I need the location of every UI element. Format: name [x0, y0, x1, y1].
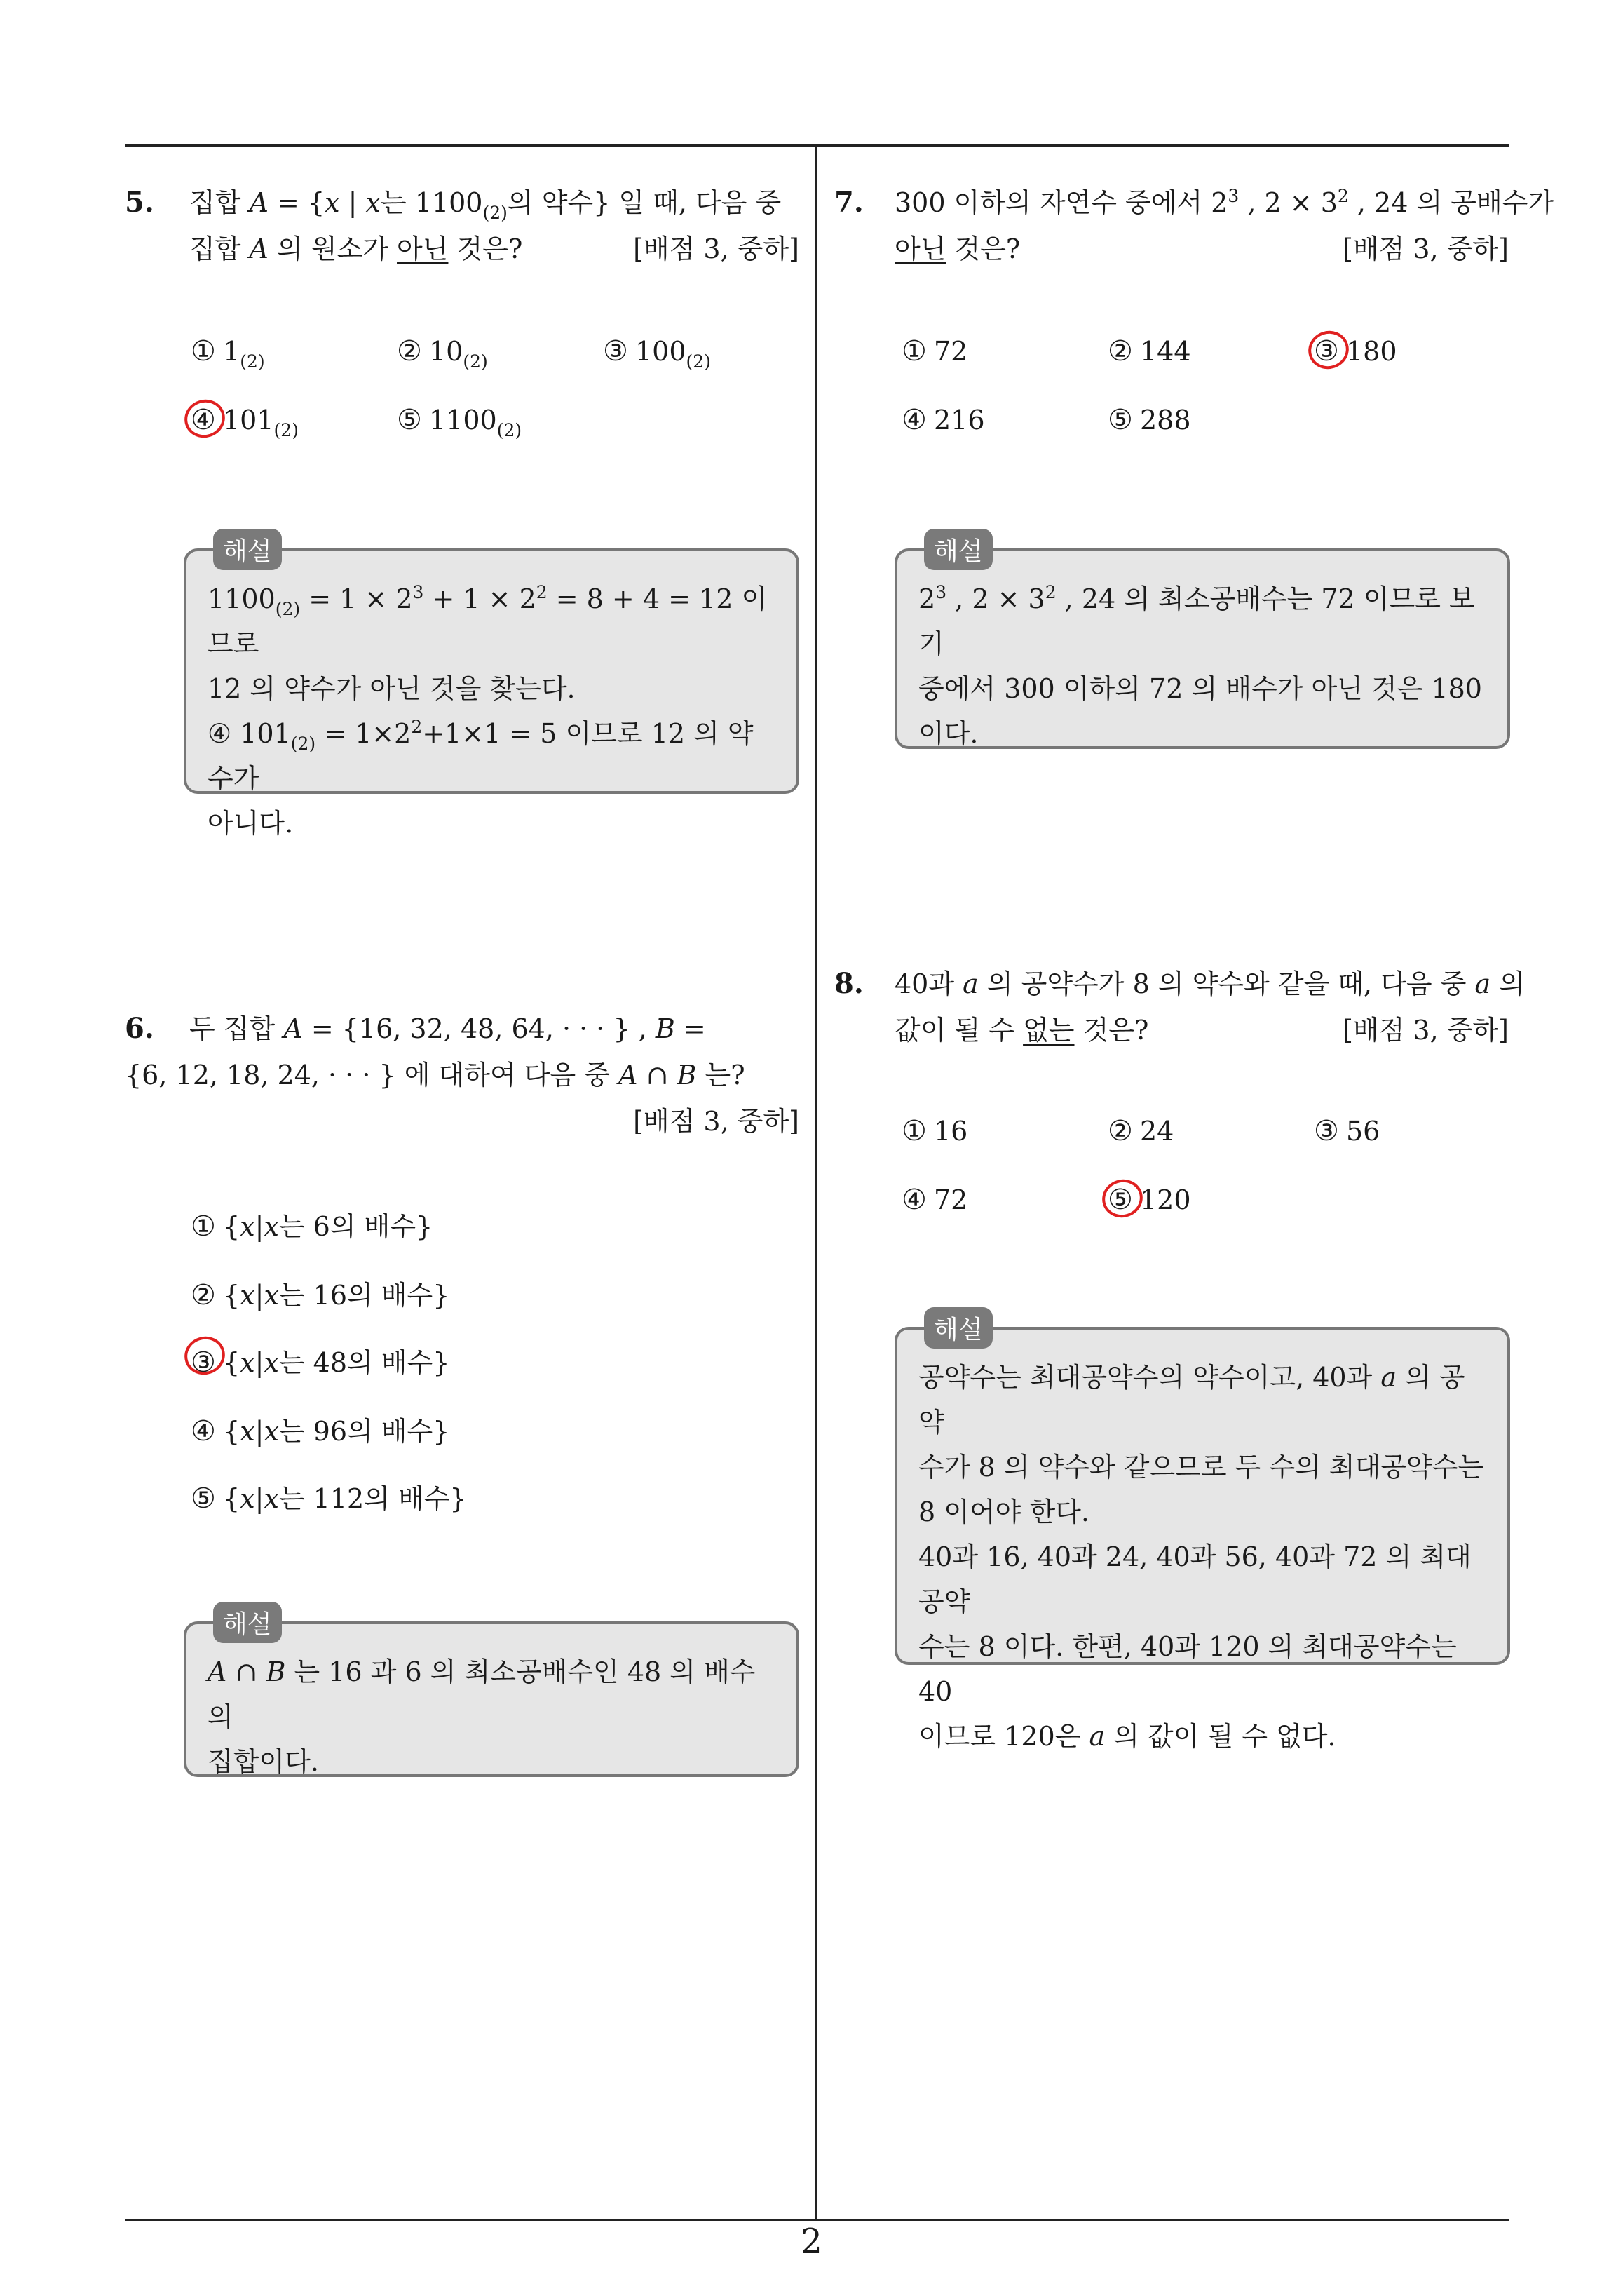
option-text: {x|x는 6의 배수} — [223, 1211, 433, 1242]
option-1[interactable] — [191, 335, 265, 372]
option-mark: ① — [902, 335, 927, 367]
explanation-text — [208, 1649, 775, 1784]
option-text: $1100_{(2)}$ — [429, 405, 522, 440]
option-text: 24 — [1140, 1116, 1174, 1147]
option-text: {x|x는 48의 배수} — [223, 1347, 450, 1378]
option-2[interactable] — [397, 335, 488, 372]
stem-line: 두 집합 A = {16, 32, 48, 64, · · · } , B = — [189, 1013, 706, 1044]
option-text: $100_{(2)}$ — [635, 336, 711, 372]
stem-text: 것은? — [946, 234, 1021, 264]
question-number: 5. — [125, 186, 154, 219]
option-mark: ② — [191, 1279, 216, 1311]
explanation-box — [895, 1316, 1510, 1752]
option-text: 288 — [1140, 405, 1191, 435]
explanation-line: 이므로 120은 a 의 값이 될 수 없다. — [918, 1721, 1336, 1752]
stem-text: 값이 될 수 — [895, 1015, 1024, 1046]
bottom-rule — [125, 2219, 1509, 2221]
option-text: 144 — [1140, 336, 1191, 367]
option-text: {x|x는 112의 배수} — [223, 1483, 467, 1514]
points-label: [배점 3, 중하] — [633, 234, 799, 264]
explanation-box — [184, 1610, 799, 1777]
question-number: 8. — [834, 967, 864, 1000]
option-text: 72 — [934, 1184, 968, 1215]
page-number: 2 — [801, 2222, 822, 2261]
option-mark: ③ — [603, 335, 628, 367]
option-3[interactable] — [191, 1341, 449, 1379]
option-mark: ⑤ — [1108, 404, 1133, 436]
explanation-label: 해설 — [213, 1602, 282, 1643]
explanation-line: 수는 8 이다. 한편, 40과 120 의 최대공약수는 40 — [918, 1631, 1457, 1707]
stem-line: 집합 A = {x | x는 $1100_{(2)}$의 약수} 일 때, 다음 중 — [189, 187, 782, 223]
option-text: 180 — [1346, 336, 1397, 367]
option-mark: ② — [397, 335, 422, 367]
explanation-text — [208, 576, 775, 846]
underlined-word: 아닌 — [895, 234, 946, 264]
option-mark: ⑤ — [191, 1483, 216, 1515]
explanation-text — [918, 1355, 1486, 1759]
points-label: [배점 3, 중하] — [1343, 1015, 1509, 1046]
stem-line: {6, 12, 18, 24, · · · } 에 대하여 다음 중 A ∩ B 는? — [125, 1060, 745, 1090]
option-3[interactable] — [603, 335, 711, 372]
question-number: 7. — [834, 186, 864, 219]
option-3[interactable] — [1314, 1115, 1380, 1147]
option-mark: ② — [1108, 335, 1133, 367]
underlined-word: 없는 — [1023, 1015, 1075, 1046]
option-mark: ⑤ — [397, 404, 422, 436]
option-mark: ④ — [902, 404, 927, 436]
explanation-line: 집합이다. — [208, 1746, 319, 1777]
option-mark: ④ — [902, 1184, 927, 1216]
explanation-line: 중에서 300 이하의 72 의 배수가 아닌 것은 180 — [918, 673, 1482, 704]
option-1[interactable] — [902, 1115, 967, 1147]
explanation-label: 해설 — [924, 529, 993, 570]
stem-line: 40과 a 의 공약수가 8 의 약수와 같을 때, 다음 중 a 의 — [895, 968, 1525, 999]
option-2[interactable] — [191, 1274, 449, 1312]
question-stem — [125, 1006, 799, 1137]
stem-line: 300 이하의 자연수 중에서 $2^3$ , $2 \times 3^2$ , 24 의 공배수가 — [895, 186, 1554, 218]
explanation-line: $2^3$ , $2 \times 3^2$ , 24 의 최소공배수는 72 이므로 보기 — [918, 582, 1475, 659]
explanation-line: ④ $101_{(2)} = 1\times 2^2+1\times 1 = 5$ 이므로 12 의 약수가 — [208, 717, 754, 794]
option-5[interactable] — [1108, 404, 1191, 436]
option-1[interactable] — [191, 1205, 433, 1243]
option-1[interactable] — [902, 335, 967, 367]
option-4[interactable] — [191, 1410, 449, 1448]
option-text: 56 — [1346, 1116, 1380, 1147]
explanation-line: A ∩ B 는 16 과 6 의 최소공배수인 48 의 배수의 — [208, 1656, 756, 1732]
option-4[interactable] — [902, 1184, 967, 1216]
option-text: 16 — [934, 1116, 968, 1147]
points-label: [배점 3, 중하] — [633, 1106, 799, 1137]
underlined-word: 아닌 — [397, 234, 449, 264]
option-mark: ④ — [191, 1415, 216, 1447]
explanation-box — [184, 537, 799, 839]
explanation-text — [918, 576, 1486, 756]
explanation-label: 해설 — [924, 1307, 993, 1349]
option-mark: ② — [1108, 1115, 1133, 1147]
option-text: 120 — [1140, 1184, 1191, 1215]
question-stem — [895, 180, 1554, 272]
option-4[interactable] — [902, 404, 985, 436]
option-mark: ① — [191, 335, 216, 367]
explanation-line: 40과 16, 40과 24, 40과 56, 40과 72 의 최대공약 — [918, 1541, 1472, 1617]
explanation-line: 이다. — [918, 718, 979, 749]
question-stem — [895, 961, 1525, 1053]
option-2[interactable] — [1108, 1115, 1174, 1147]
option-text: {x|x는 16의 배수} — [223, 1280, 450, 1311]
stem-text: 집합 A 의 원소가 — [189, 234, 398, 264]
option-text: 72 — [934, 336, 968, 367]
explanation-line: 수가 8 의 약수와 같으므로 두 수의 최대공약수는 — [918, 1452, 1484, 1483]
explanation-label: 해설 — [213, 529, 282, 570]
option-text: $1_{(2)}$ — [223, 336, 265, 372]
option-text: $10_{(2)}$ — [429, 336, 488, 372]
option-mark: ① — [902, 1115, 927, 1147]
option-5[interactable] — [397, 404, 522, 440]
option-mark: ③ — [1314, 1115, 1339, 1147]
option-mark: ③ — [191, 1346, 216, 1379]
question-number: 6. — [125, 1012, 154, 1045]
option-text: 216 — [934, 405, 985, 435]
option-mark: ⑤ — [1108, 1184, 1133, 1216]
option-text: {x|x는 96의 배수} — [223, 1416, 450, 1447]
explanation-line: 8 이어야 한다. — [918, 1497, 1089, 1527]
stem-text: 것은? — [1074, 1015, 1149, 1046]
explanation-line: 12 의 약수가 아닌 것을 찾는다. — [208, 673, 576, 704]
option-text: $101_{(2)}$ — [223, 405, 299, 440]
option-mark: ④ — [191, 404, 216, 436]
explanation-box — [895, 537, 1510, 749]
stem-text: 것은? — [448, 234, 523, 264]
explanation-line: 아니다. — [208, 808, 294, 839]
option-5[interactable] — [191, 1477, 467, 1515]
column-divider — [815, 144, 817, 2220]
question-stem — [189, 180, 799, 272]
explanation-line: 공약수는 최대공약수의 약수이고, 40과 a 의 공약 — [918, 1362, 1465, 1438]
explanation-line: $1100_{(2)} = 1 \times 2^3 + 1 \times 2^2 = 8 + 4 = 12$ 이므로 — [208, 582, 768, 659]
option-mark: ③ — [1314, 335, 1339, 367]
option-2[interactable] — [1108, 335, 1191, 367]
points-label: [배점 3, 중하] — [1343, 234, 1509, 264]
option-mark: ① — [191, 1210, 216, 1243]
